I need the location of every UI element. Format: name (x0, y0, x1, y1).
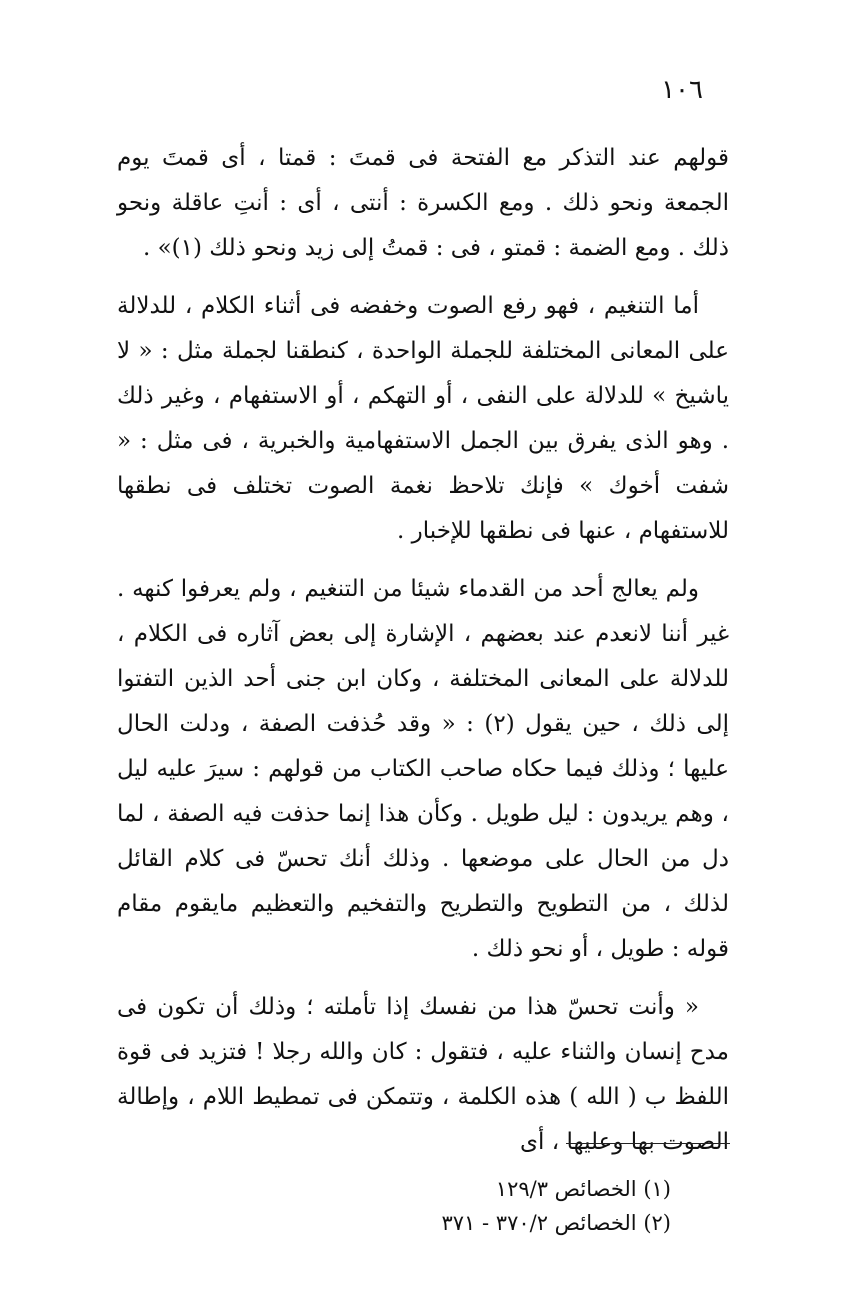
footnote-2: (٢) الخصائص ٣٧٠/٢ - ٣٧١ (441, 1211, 671, 1235)
body-text (117, 136, 729, 1165)
paragraph-2: أما التنغيم ، فهو رفع الصوت وخفضه فى أثناء الكلام ، للدلالة على المعانى المختلفة للجملة الواحدة ، كنطقنا لجملة مثل : « لا ياشيخ » للدلالة على النفى ، أو التهكم ، أو الاستفهام ، وغير ذلك . وهو الذى يفرق بين الجمل الاستفهامية والخبرية ، فى مثل : « شفت أخوك » فإنك تلاحظ نغمة الصوت تختلف فى نطقها للاستفهام ، عنها فى نطقها للإخبار . (117, 293, 729, 544)
paragraph-4: « وأنت تحسّ هذا من نفسك إذا تأملته ؛ وذلك أن تكون فى مدح إنسان والثناء عليه ، فتقول : كان والله رجلا ! فتزيد فى قوة اللفظ ب ( الله ) هذه الكلمة ، وتتمكن فى تمطيط اللام ، وإطالة الصوت بها وعليها ، أى (117, 994, 729, 1155)
footnotes (341, 1172, 671, 1240)
footnote-1: (١) الخصائص ١٢٩/٣ (495, 1177, 671, 1201)
paragraph-1: قولهم عند التذكر مع الفتحة فى قمتَ : قمتا ، أى قمتَ يوم الجمعة ونحو ذلك . ومع الكسرة : أنتى ، أى : أنتِ عاقلة ونحو ذلك . ومع الضمة : قمتو ، فى : قمتُ إلى زيد ونحو ذلك (١)» . (117, 145, 729, 261)
paragraph-3: ولم يعالج أحد من القدماء شيئا من التنغيم ، ولم يعرفوا كنهه . غير أننا لانعدم عند بعضهم ، الإشارة إلى بعض آثاره فى الكلام ، للدلالة على المعانى المختلفة ، وكان ابن جنى أحد الذين التفتوا إلى ذلك ، حين يقول (٢) : « وقد حُذفت الصفة ، ودلت الحال عليها ؛ وذلك فيما حكاه صاحب الكتاب من قولهم : سيرَ عليه ليل ، وهم يريدون : ليل طويل . وكأن هذا إنما حذفت فيه الصفة ، لما دل من الحال على موضعها . وذلك أنك تحسّ فى كلام القائل لذلك ، من التطويح والتطريح والتفخيم والتعظيم مايقوم مقام قوله : طويل ، أو نحو ذلك . (117, 576, 730, 962)
page-number: ١٠٦ (661, 75, 703, 105)
footnote-separator (566, 1143, 730, 1144)
